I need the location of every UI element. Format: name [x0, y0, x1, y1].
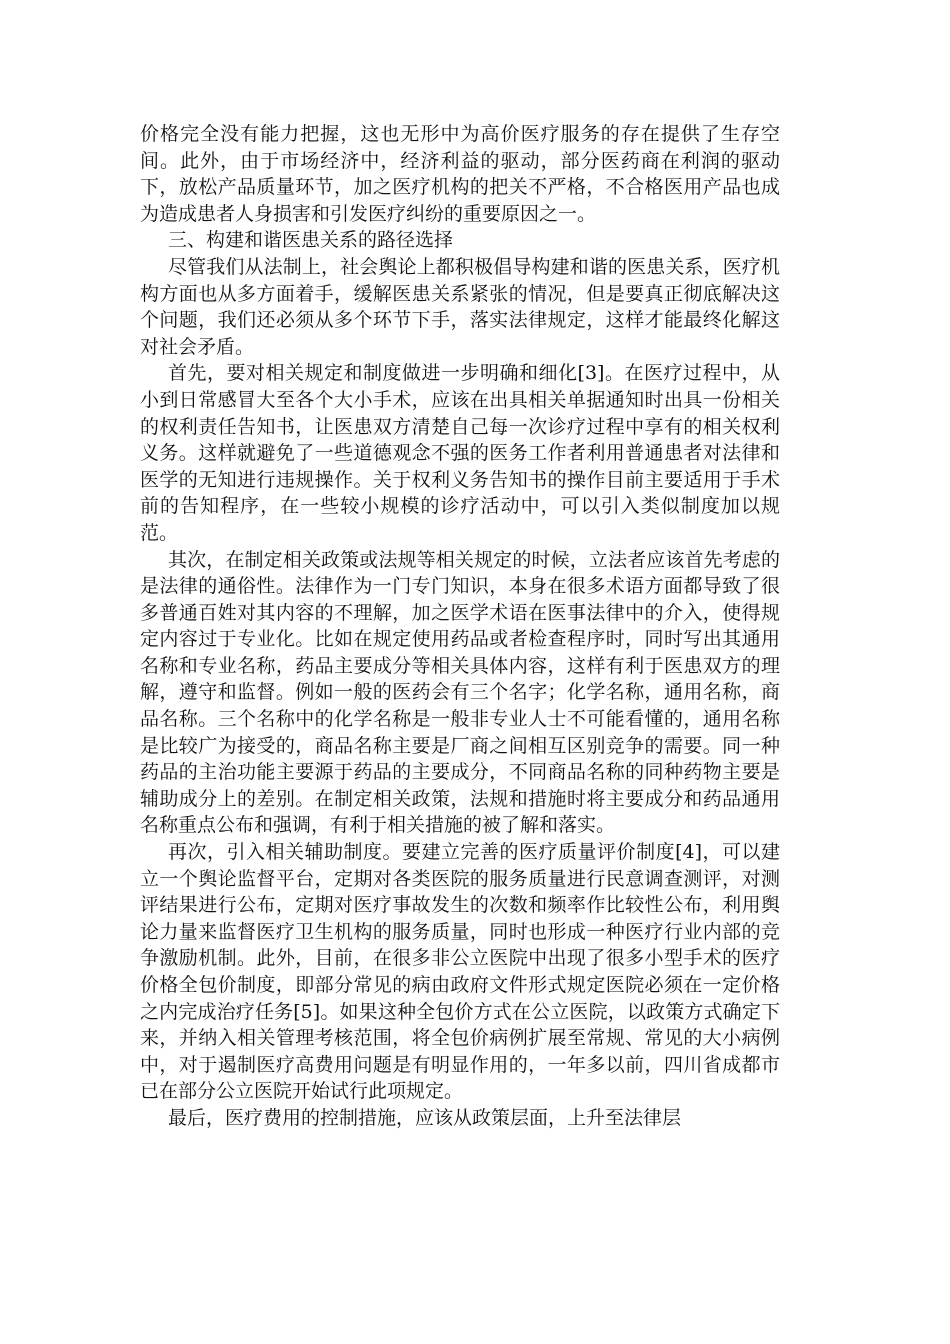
paragraph-intro: 尽管我们从法制上，社会舆论上都积极倡导构建和谐的医患关系，医疗机构方面也从多方面着手，缓解医患关系紧张的情况，但是要真正彻底解决这个问题，我们还必须从多个环节下手，落实法律规定，这样才能最终化解这对社会矛盾。 — [140, 255, 780, 358]
paragraph-third: 再次，引入相关辅助制度。要建立完善的医疗质量评价制度[4]，可以建立一个舆论监督平台，定期对各类医院的服务质量进行民意调查测评，对测评结果进行公布，定期对医疗事故发生的次数和频率作比较性公布，利用舆论力量来监督医疗卫生机构的服务质量，同时也形成一种医疗行业内部的竞争激励机制。此外，目前，在很多非公立医院中出现了很多小型手术的医疗价格全包价制度，即部分常见的病由政府文件形式规定医院必须在一定价格之内完成治疗任务[5]。如果这种全包价方式在公立医院，以政策方式确定下来，并纳入相关管理考核范围，将全包价病例扩展至常规、常见的大小病例中，对于遏制医疗高费用问题是有明显作用的，一年多以前，四川省成都市已在部分公立医院开始试行此项规定。 — [140, 841, 780, 1103]
section-heading: 三、构建和谐医患关系的路径选择 — [168, 229, 454, 252]
paragraph-first: 首先，要对相关规定和制度做进一步明确和细化[3]。在医疗过程中，从小到日常感冒大至各个大小手术，应该在出具相关单据通知时出具一份相关的权利责任告知书，让医患双方清楚自己每一次诊疗过程中享有的相关权利义务。这样就避免了一些道德观念不强的医务工作者利用普通患者对法律和医学的无知进行违规操作。关于权利义务告知书的操作目前主要适用于手术前的告知程序，在一些较小规模的诊疗活动中，可以引入类似制度加以规范。 — [140, 362, 780, 544]
document-body — [140, 121, 780, 1132]
paragraph-second: 其次，在制定相关政策或法规等相关规定的时候，立法者应该首先考虑的是法律的通俗性。法律作为一门专门知识，本身在很多术语方面都导致了很多普通百姓对其内容的不理解，加之医学术语在医事法律中的介入，使得规定内容过于专业化。比如在规定使用药品或者检查程序时，同时写出其通用名称和专业名称，药品主要成分等相关具体内容，这样有利于医患双方的理解，遵守和监督。例如一般的医药会有三个名字；化学名称，通用名称，商品名称。三个名称中的化学名称是一般非专业人士不可能看懂的，通用名称是比较广为接受的，商品名称主要是厂商之间相互区别竞争的需要。同一种药品的主治功能主要源于药品的主要成分，不同商品名称的同种药物主要是辅助成分上的差别。在制定相关政策，法规和措施时将主要成分和药品通用名称重点公布和强调，有利于相关措施的被了解和落实。 — [140, 548, 780, 837]
paragraph-last: 最后，医疗费用的控制措施，应该从政策层面，上升至法律层 — [168, 1106, 682, 1129]
paragraph-continuation: 价格完全没有能力把握，这也无形中为高价医疗服务的存在提供了生存空间。此外，由于市场经济中，经济利益的驱动，部分医药商在利润的驱动下，放松产品质量环节，加之医疗机构的把关不严格，不合格医用产品也成为造成患者人身损害和引发医疗纠纷的重要原因之一。 — [140, 123, 780, 225]
